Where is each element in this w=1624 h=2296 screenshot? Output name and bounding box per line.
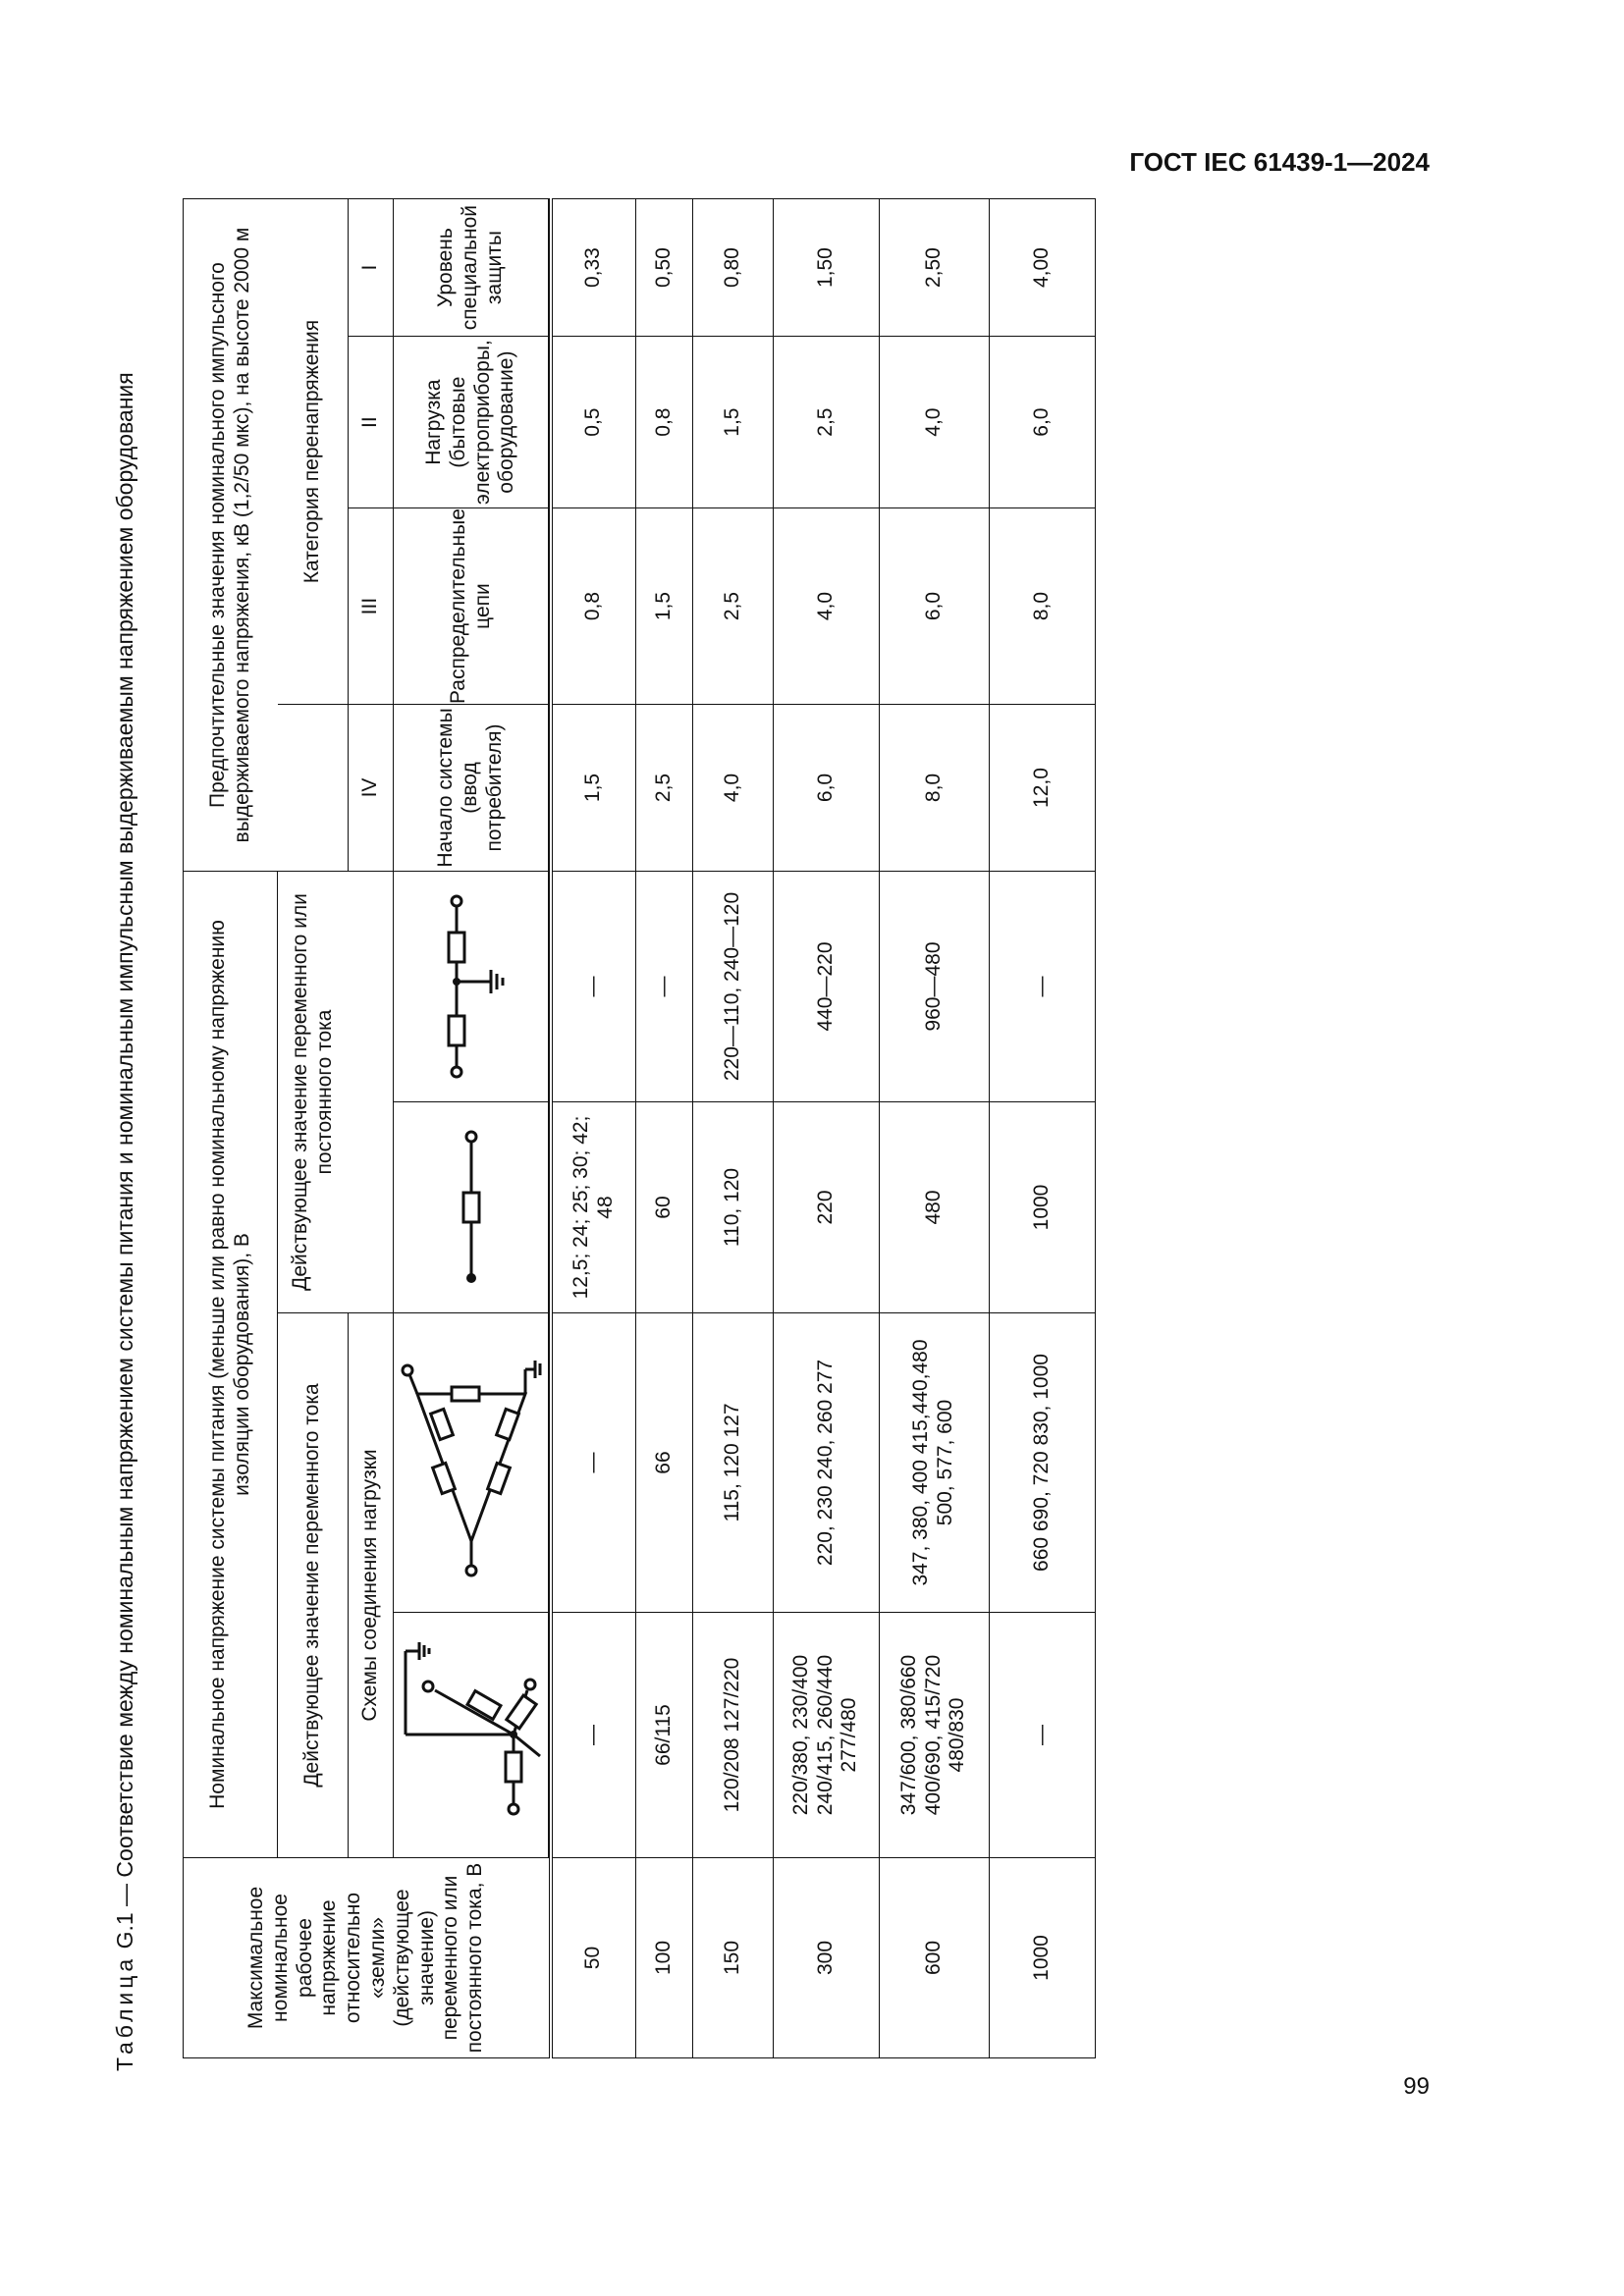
table-row — [551, 199, 635, 2058]
table-row — [773, 199, 879, 2058]
category-i-desc: Уровень специальной защиты — [394, 199, 549, 337]
header-max-voltage: Максимальное номинальное рабочее напряжение относительно «земли» (действующее значение) переменного или постоянного тока, В — [184, 1858, 552, 2058]
cell-cat-iii: 4,0 — [773, 508, 879, 705]
cell-cat-i: 0,50 — [635, 199, 692, 337]
single-phase-scheme-cell — [394, 1102, 549, 1313]
cell-single-phase: 1000 — [989, 1102, 1095, 1313]
cell-cat-iv: 4,0 — [692, 705, 773, 872]
mid-point-earthed-scheme-icon — [427, 883, 515, 1090]
cell-mid-point: 960—480 — [879, 872, 989, 1102]
cell-star: 66/115 — [635, 1613, 692, 1858]
cell-max-voltage: 150 — [692, 1858, 773, 2058]
cell-cat-iii: 1,5 — [635, 508, 692, 705]
category-iii-number: III — [349, 508, 394, 705]
cell-single-phase: 220 — [773, 1102, 879, 1313]
cell-delta: 115, 120 127 — [692, 1313, 773, 1613]
header-nominal-voltage: Номинальное напряжение системы питания (меньше или равно номинальному напряжению изоляции оборудования), В — [184, 872, 278, 1858]
star-scheme-cell — [394, 1613, 549, 1858]
cell-max-voltage: 300 — [773, 1858, 879, 2058]
header-ac-value: Действующее значение переменного тока — [278, 1313, 349, 1858]
cell-star: 220/380, 230/400 240/415, 260/440 277/480 — [773, 1613, 879, 1858]
cell-mid-point: — — [551, 872, 635, 1102]
cell-max-voltage: 50 — [551, 1858, 635, 2058]
caption-label: Таблица — [112, 1954, 137, 2071]
cell-cat-i: 2,50 — [879, 199, 989, 337]
page-number: 99 — [1403, 2073, 1430, 2100]
cell-max-voltage: 1000 — [989, 1858, 1095, 2058]
document-id: ГОСТ IEC 61439-1—2024 — [1129, 147, 1430, 177]
cell-cat-i: 0,33 — [551, 199, 635, 337]
cell-cat-iv: 1,5 — [551, 705, 635, 872]
cell-cat-iv: 6,0 — [773, 705, 879, 872]
cell-cat-iv: 2,5 — [635, 705, 692, 872]
cell-single-phase: 480 — [879, 1102, 989, 1313]
table-row — [879, 199, 989, 2058]
cell-single-phase: 12,5; 24; 25; 30; 42; 48 — [551, 1102, 635, 1313]
single-phase-scheme-icon — [442, 1119, 501, 1296]
table-row — [635, 199, 692, 2058]
cell-star: 347/600, 380/660 400/690, 415/720 480/830 — [879, 1613, 989, 1858]
category-iv-number: IV — [349, 705, 394, 872]
cell-star: — — [989, 1613, 1095, 1858]
cell-delta: 220, 230 240, 260 277 — [773, 1313, 879, 1613]
cell-mid-point: — — [989, 872, 1095, 1102]
rotated-table-block — [108, 0, 1134, 2071]
category-iii-desc: Распределительные цепи — [394, 508, 549, 705]
cell-cat-ii: 0,8 — [635, 337, 692, 508]
cell-star: 120/208 127/220 — [692, 1613, 773, 1858]
cell-cat-iii: 8,0 — [989, 508, 1095, 705]
cell-cat-ii: 6,0 — [989, 337, 1095, 508]
cell-mid-point: 440—220 — [773, 872, 879, 1102]
cell-delta: 66 — [635, 1313, 692, 1613]
cell-cat-ii: 2,5 — [773, 337, 879, 508]
cell-cat-i: 1,50 — [773, 199, 879, 337]
cell-mid-point: 220—110, 240—120 — [692, 872, 773, 1102]
header-load-schemes: Схемы соединения нагрузки — [349, 1313, 394, 1858]
cell-cat-iv: 12,0 — [989, 705, 1095, 872]
cell-cat-iii: 2,5 — [692, 508, 773, 705]
cell-cat-iii: 6,0 — [879, 508, 989, 705]
three-phase-delta-scheme-icon — [398, 1345, 545, 1580]
cell-delta: — — [551, 1313, 635, 1613]
cell-max-voltage: 600 — [879, 1858, 989, 2058]
header-overvoltage-category: Категория перенапряжения — [278, 199, 349, 705]
caption-number: G.1 — [112, 1912, 137, 1949]
table-row — [989, 199, 1095, 2058]
category-ii-number: II — [349, 337, 394, 508]
cell-max-voltage: 100 — [635, 1858, 692, 2058]
delta-scheme-cell — [394, 1313, 549, 1613]
cell-single-phase: 60 — [635, 1102, 692, 1313]
cell-mid-point: — — [635, 872, 692, 1102]
cell-cat-ii: 4,0 — [879, 337, 989, 508]
voltage-table — [183, 198, 1096, 2058]
cell-cat-ii: 1,5 — [692, 337, 773, 508]
cell-single-phase: 110, 120 — [692, 1102, 773, 1313]
cell-cat-iv: 8,0 — [879, 705, 989, 872]
category-ii-desc: Нагрузка (бытовые электроприборы, оборудование) — [394, 337, 549, 508]
category-iv-desc: Начало системы (ввод потребителя) — [394, 705, 549, 872]
three-phase-star-scheme-icon — [398, 1637, 545, 1834]
caption-text: — Соответствие между номинальным напряжением системы питания и номинальным импульсным выдерживаемым напряжением оборудования — [112, 372, 137, 1906]
category-i-number: I — [349, 199, 394, 337]
table-caption — [108, 10, 179, 2071]
cell-delta: 660 690, 720 830, 1000 — [989, 1313, 1095, 1613]
cell-delta: 347, 380, 400 415,440,480 500, 577, 600 — [879, 1313, 989, 1613]
table-row — [692, 199, 773, 2058]
header-impulse-voltage: Предпочтительные значения номинального импульсного выдерживаемого напряжения, кВ (1,2/50 мкс), на высоте 2000 м — [184, 199, 278, 872]
cell-cat-i: 0,80 — [692, 199, 773, 337]
cell-cat-i: 4,00 — [989, 199, 1095, 337]
cell-cat-iii: 0,8 — [551, 508, 635, 705]
header-acdc-value: Действующее значение переменного или постоянного тока — [278, 872, 349, 1313]
cell-cat-ii: 0,5 — [551, 337, 635, 508]
cell-star: — — [551, 1613, 635, 1858]
mid-point-scheme-cell — [394, 872, 549, 1102]
